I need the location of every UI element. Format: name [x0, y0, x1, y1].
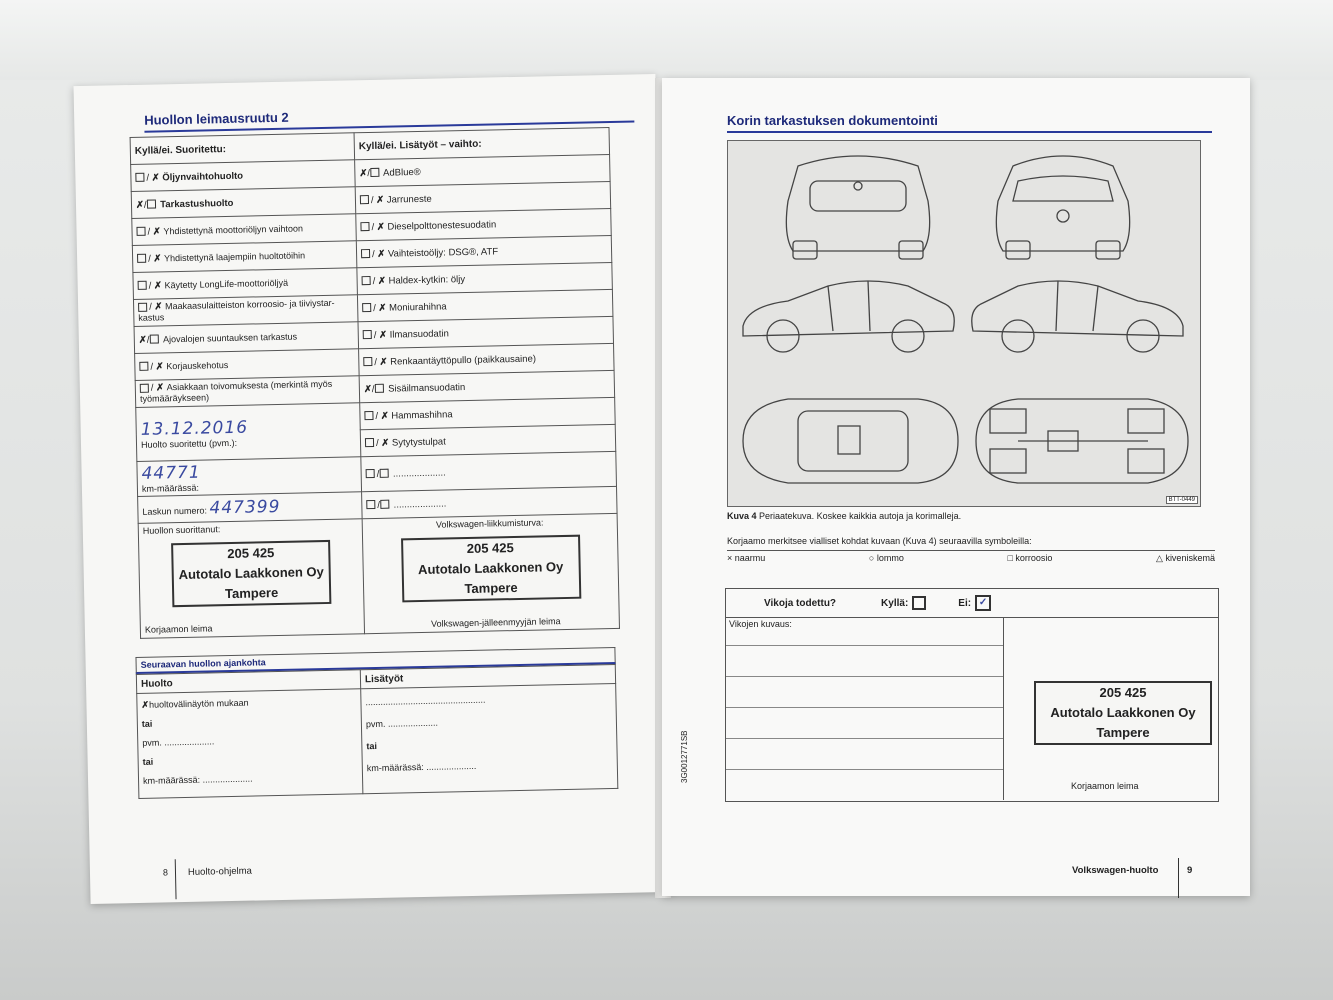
performed-by-cell — [138, 519, 364, 639]
checkbox-icon — [364, 411, 373, 420]
symbols-instruction: Korjaamo merkitsee vialliset kohdat kuvaan (Kuva 4) seuraavilla symboleilla: — [727, 536, 1032, 546]
dealer-stamp: 205 425 Autotalo Laakkonen Oy Tampere — [401, 535, 581, 603]
checkbox-icon — [379, 469, 388, 478]
left-item: / ✗ Maakaasulaitteiston korroosio- ja tiiviystar-kastus — [133, 295, 358, 327]
right-item: / ✗ Vaihteistoöljy: DSG®, ATF — [356, 235, 612, 267]
performed-by-label: Huollon suorittanut: — [142, 524, 221, 536]
left-item: ✗/ Tarkastushuolto — [131, 187, 356, 219]
right-item: / ✗ Moniurahihna — [357, 289, 613, 321]
page-number-left: 8 — [162, 867, 169, 878]
right-item: ✗/ Sisäilmansuodatin — [359, 370, 615, 402]
km-handwritten: 44771 — [141, 462, 201, 484]
service-date-cell — [136, 403, 361, 462]
defect-line — [726, 739, 1003, 770]
footer-divider — [175, 859, 177, 899]
next-service-title: Seuraavan huollon ajankohta — [135, 647, 615, 674]
invoice-label: Laskun numero: — [142, 505, 208, 517]
checkbox-icon — [361, 249, 370, 258]
right-page-title: Korin tarkastuksen dokumentointi — [727, 113, 1212, 133]
figure-caption: Kuva 4 Periaatekuva. Koskee kaikkia autoja ja korimalleja. — [727, 511, 962, 521]
checkbox-icon — [370, 168, 379, 177]
vw-mobility-label: Volkswagen-liikkumisturva: — [435, 517, 544, 530]
right-item: / ✗ Dieselpolttonestesuodatin — [356, 208, 612, 240]
left-item: / ✗ Asiakkaan toivomuksesta (merkintä myös työmääräykseen) — [135, 376, 360, 408]
defect-line — [726, 677, 1003, 708]
no-checkbox-checked: ✓ — [975, 595, 991, 611]
date-label: Huolto suoritettu (pvm.): — [140, 437, 238, 450]
footer-title-left: Huolto-ohjelma — [187, 865, 252, 878]
symbol-scratch: × naarmu — [727, 553, 766, 563]
checkbox-icon — [138, 303, 147, 312]
checkbox-icon — [135, 173, 144, 182]
next-extra-cell: ................................................ pvm. .................... tai km-määrässä: .................... — [361, 683, 618, 793]
right-item: / .................... — [362, 486, 618, 518]
col-left-header: Kyllä/ei. Suoritettu: — [130, 133, 355, 165]
right-workshop-stamp: 205 425 Autotalo Laakkonen Oy Tampere — [1034, 681, 1212, 745]
dealer-stamp-label: Volkswagen-jälleenmyyjän leima — [430, 616, 561, 629]
symbol-dent: ○ lommo — [868, 553, 904, 563]
checkbox-icon — [362, 276, 371, 285]
checkbox-icon — [149, 335, 158, 344]
right-item: / ✗ Sytytystulpat — [360, 424, 616, 456]
checkbox-icon — [366, 469, 375, 478]
left-page — [73, 74, 672, 904]
right-page — [662, 78, 1250, 896]
left-item: ✗/ Ajovalojen suuntauksen tarkastus — [134, 322, 359, 354]
invoice-handwritten: 447399 — [209, 496, 281, 519]
car-outlines-image — [728, 141, 1200, 506]
left-item: / ✗ Yhdistettynä moottoriöljyn vaihtoon — [132, 214, 357, 246]
col-right-header: Kyllä/ei. Lisätyöt – vaihto: — [354, 127, 610, 159]
car-diagram — [727, 140, 1201, 507]
checkbox-icon — [140, 384, 149, 393]
checkbox-icon — [138, 281, 147, 290]
checkbox-icon — [362, 303, 371, 312]
right-item: / ✗ Renkaantäyttöpullo (paikkausaine) — [359, 343, 615, 375]
workshop-stamp: 205 425 Autotalo Laakkonen Oy Tampere — [171, 540, 331, 607]
km-label: km-määrässä: — [141, 482, 200, 494]
defect-line — [726, 646, 1003, 677]
next-service-box — [135, 647, 618, 799]
next-col-extra: Lisätyöt — [360, 664, 615, 688]
no-label: Ei: — [958, 597, 972, 609]
defects-header — [726, 589, 1218, 618]
left-item: / ✗ Yhdistettynä laajempiin huoltotöihin — [132, 241, 357, 273]
checkbox-icon — [136, 227, 145, 236]
checkbox-icon — [380, 500, 389, 509]
right-item: / ✗ Hammashihna — [360, 397, 616, 429]
date-handwritten: 13.12.2016 — [140, 417, 249, 440]
workshop-stamp-label: Korjaamon leima — [144, 623, 213, 635]
right-item: / ✗ Jarruneste — [355, 181, 611, 213]
checkbox-icon — [374, 384, 383, 393]
km-cell — [137, 457, 362, 497]
page-number-right: 9 — [1187, 865, 1193, 876]
checkbox-icon — [363, 330, 372, 339]
left-item: / ✗ Korjauskehotus — [135, 349, 360, 381]
yes-checkbox — [912, 596, 926, 610]
yes-label: Kyllä: — [881, 597, 909, 609]
right-item: / ✗ Haldex-kytkin: öljy — [357, 262, 613, 294]
right-item: / .................... — [361, 451, 617, 491]
next-col-service: Huolto — [136, 670, 360, 694]
table-surface — [0, 0, 1333, 80]
checkbox-icon — [137, 254, 146, 263]
image-code: BTT-0449 — [1166, 496, 1198, 504]
service-form — [130, 127, 620, 639]
footer-title-right: Volkswagen-huolto — [1072, 865, 1159, 876]
checkbox-icon — [363, 357, 372, 366]
checkbox-icon — [139, 362, 148, 371]
checkbox-icon — [360, 223, 369, 232]
next-service-cell: ✗huoltovälinäytön mukaan tai pvm. .................... tai km-määrässä: .................... — [137, 689, 363, 799]
symbol-corrosion: □ korroosio — [1007, 553, 1053, 563]
left-item: / ✗ Käytetty LongLife-moottoriöljyä — [133, 268, 358, 300]
right-item: / ✗ Ilmansuodatin — [358, 316, 614, 348]
symbol-stone-chip: △ kiveniskemä — [1156, 553, 1215, 563]
right-item: ✗/ AdBlue® — [355, 154, 611, 186]
defect-lines — [726, 617, 1004, 800]
defect-description-label: Vikojen kuvaus: — [726, 617, 1003, 646]
left-item: / ✗ Öljynvaihtohuolto — [131, 160, 356, 192]
dealer-cell — [362, 513, 619, 633]
checkbox-icon — [360, 196, 369, 205]
symbols-legend — [727, 550, 1215, 564]
checkbox-icon — [366, 500, 375, 509]
right-stamp-label: Korjaamon leima — [1071, 781, 1139, 791]
defect-line — [726, 708, 1003, 739]
defects-found-label: Vikoja todettu? — [764, 597, 837, 609]
left-page-title: Huollon leimausruutu 2 — [144, 102, 634, 132]
footer-divider — [1178, 858, 1179, 898]
checkbox-icon — [147, 200, 156, 209]
defects-box — [725, 588, 1219, 802]
part-code: 3G0012771SB — [680, 730, 689, 783]
checkbox-icon — [365, 438, 374, 447]
